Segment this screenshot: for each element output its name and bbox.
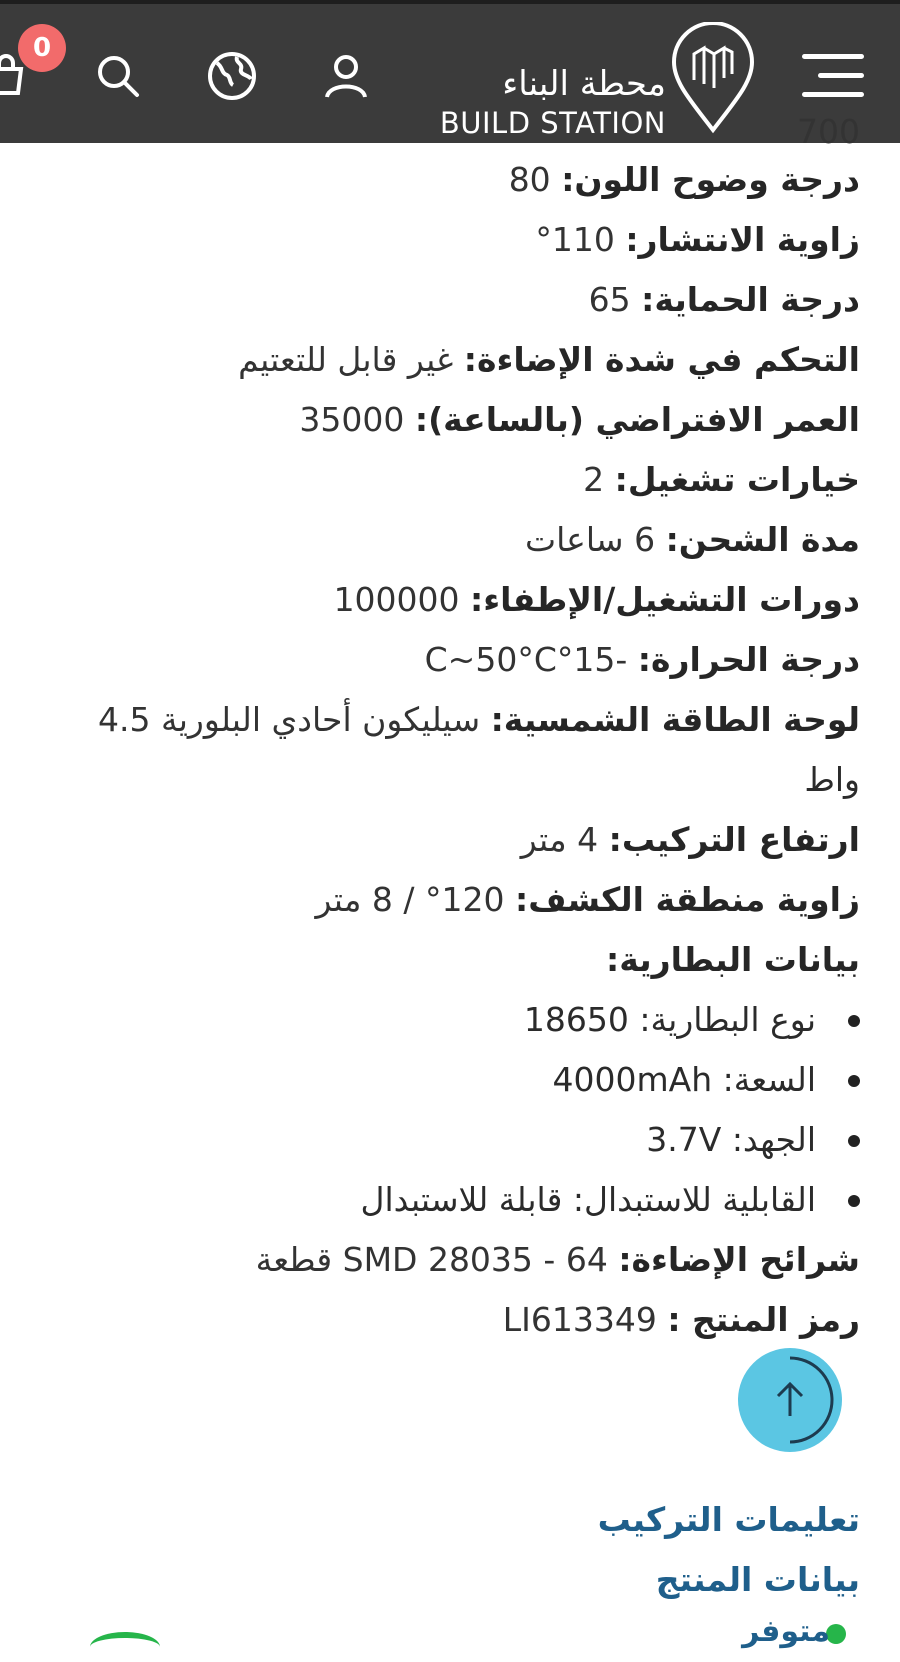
install-instructions-link[interactable]: تعليمات التركيب [597,1500,860,1539]
spec-mount-height: ارتفاع التركيب: 4 متر [520,820,860,859]
spec-color-rendering: درجة وضوح اللون: 80 [508,160,860,199]
search-icon[interactable] [88,46,148,106]
top-header [0,0,900,143]
logo-mark-icon [670,22,756,134]
site-logo[interactable] [439,22,756,140]
logo-english-text: BUILD STATION [439,106,666,140]
spec-product-code: رمز المنتج : LI613349 [502,1300,860,1339]
spec-modes: خيارات تشغيل: 2 [583,460,860,499]
globe-icon[interactable] [202,46,262,106]
product-links [598,1490,860,1610]
spec-led-chips: شرائح الإضاءة: 64 - SMD 28035 قطعة [255,1240,860,1279]
logo-arabic-text: محطة البناء [502,64,666,104]
spec-beam-angle: زاوية الانتشار: 110° [535,220,860,259]
cutoff-text: 700 [797,112,860,151]
arrow-up-icon [740,1350,840,1450]
spec-lifetime: العمر الافتراضي (بالساعة): 35000 [299,400,860,439]
battery-voltage: الجهد: 3.7V [40,1110,860,1170]
battery-capacity: السعة: 4000mAh [40,1050,860,1110]
spec-ip-rating: درجة الحماية: 65 [588,280,860,319]
green-arc-decoration [90,1632,160,1662]
spec-detection-angle: زاوية منطقة الكشف: 120° / 8 متر [315,880,860,919]
scroll-to-top-button[interactable] [740,1350,840,1450]
spec-dimming: التحكم في شدة الإضاءة: غير قابل للتعتيم [238,340,860,379]
spec-temperature: درجة الحرارة: -15°C~50°C [424,640,860,679]
spec-solar-panel-cont: واط [804,760,860,799]
battery-replaceable: القابلية للاستبدال: قابلة للاستبدال [40,1170,860,1230]
spec-solar-panel: لوحة الطاقة الشمسية: سيليكون أحادي البلورية 4.5 [98,700,860,739]
product-specs [40,150,860,1350]
menu-icon[interactable] [792,54,864,104]
spec-charge-time: مدة الشحن: 6 ساعات [525,520,860,559]
product-data-link[interactable]: بيانات المنتج [655,1560,860,1599]
battery-heading: بيانات البطارية: [606,940,860,979]
availability-text: متوفر [742,1614,830,1649]
user-icon[interactable] [316,46,376,106]
battery-type: نوع البطارية: 18650 [40,990,860,1050]
spec-switch-cycles: دورات التشغيل/الإطفاء: 100000 [333,580,860,619]
cart-count-badge: 0 [18,24,66,72]
